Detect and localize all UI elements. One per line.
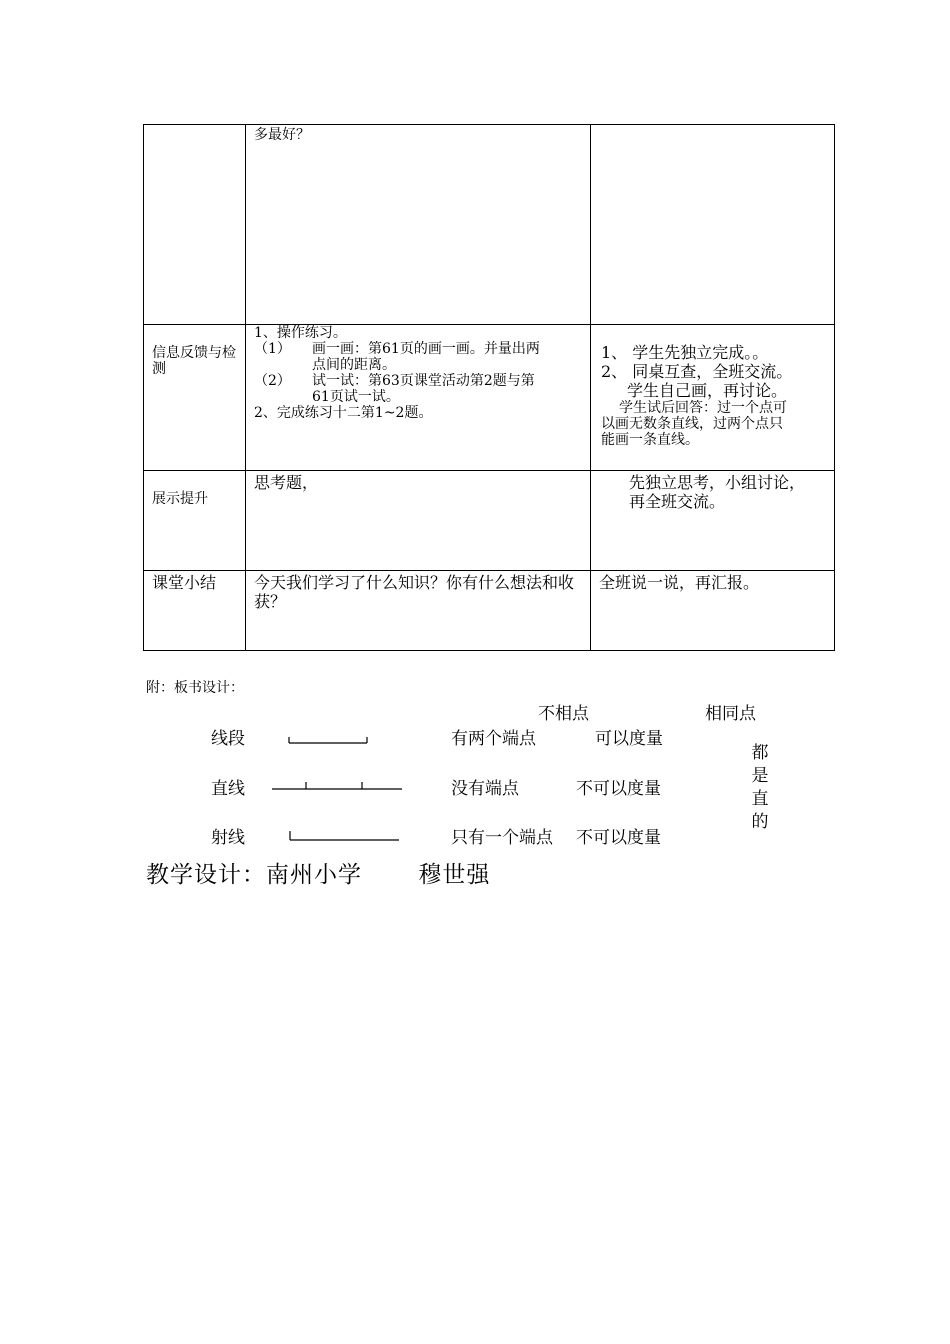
item1-text-cont: 点间的距离。 (312, 357, 396, 373)
item2-number: （2） (254, 373, 291, 389)
row3-content-cell (246, 471, 591, 571)
vertical-char: 都 (751, 743, 769, 763)
row2-content-cell (246, 325, 591, 471)
row3-right-line-1: 先独立思考，小组讨论， (629, 473, 806, 492)
line-measure: 不可以度量 (576, 779, 661, 799)
vertical-char: 是 (751, 766, 769, 786)
table-row (144, 471, 835, 571)
item1-number: （1） (254, 341, 291, 357)
row4-right: 全班说一说，再汇报。 (599, 573, 760, 592)
ray-measure: 不可以度量 (576, 828, 661, 848)
line-endpoints: 没有端点 (451, 779, 519, 799)
table-row (144, 325, 835, 471)
row4-label-cell (144, 571, 246, 651)
row2-label: 信息反馈与检测 (152, 345, 236, 377)
right-line-2: 2、 同桌互查，全班交流。 (601, 362, 793, 381)
row3-right-cell (591, 471, 835, 571)
row1-content: 多最好？ (254, 127, 310, 143)
item1-text: 画一画：第61页的画一画。并量出两 (312, 341, 540, 357)
row4-label: 课堂小结 (152, 573, 217, 592)
vertical-note (750, 742, 770, 834)
table-row (144, 571, 835, 651)
row3-label: 展示提升 (152, 491, 208, 507)
row4-right-cell (591, 571, 835, 651)
segment-endpoints: 有两个端点 (451, 729, 536, 749)
row3-right-line-2: 再全班交流。 (629, 492, 726, 511)
row1-label-cell (144, 125, 246, 325)
row2-right-cell (591, 325, 835, 471)
school-label: 教学设计：南州小学 (146, 862, 362, 888)
ray-name: 射线 (211, 828, 245, 848)
row4-content-cell (246, 571, 591, 651)
author-name: 穆世强 (418, 862, 491, 888)
right-line-3: 学生自己画，再讨论。 (627, 381, 788, 400)
vertical-char: 的 (751, 812, 769, 832)
straight-line-figure (270, 778, 406, 792)
ray-endpoints: 只有一个端点 (451, 828, 553, 848)
item2-text: 试一试：第63页课堂活动第2题与第 (312, 373, 535, 389)
row3-content: 思考题， (254, 473, 319, 492)
line-name: 直线 (211, 779, 245, 799)
row1-right-cell (591, 125, 835, 325)
table-row (144, 125, 835, 325)
header-differences: 不相点 (538, 704, 589, 724)
right-line-1: 1、 学生先独立完成。。 (601, 343, 769, 362)
line-segment-figure (287, 732, 371, 746)
row4-content: 今天我们学习了什么知识？你有什么想法和收获？ (254, 573, 575, 611)
ray-figure (287, 827, 403, 843)
exercise-item-1 (254, 341, 582, 357)
footer-credit (146, 856, 490, 889)
row3-label-cell (144, 471, 246, 571)
vertical-char: 直 (751, 789, 769, 809)
row1-content-cell (246, 125, 591, 325)
segment-measure: 可以度量 (595, 729, 663, 749)
board-title: 附：板书设计： (146, 680, 244, 696)
segment-name: 线段 (211, 729, 245, 749)
exercise-item-2 (254, 373, 582, 389)
right-line-6: 能画一条直线。 (601, 432, 699, 448)
exercise-heading: 1、操作练习。 (254, 325, 347, 341)
right-line-5: 以画无数条直线，过两个点只 (601, 416, 783, 432)
row2-label-cell (144, 325, 246, 471)
right-line-4: 学生试后回答：过一个点可 (619, 400, 787, 416)
lesson-table (143, 124, 835, 651)
header-similarities: 相同点 (705, 704, 756, 724)
exercise-item-3: 2、完成练习十二第1~2题。 (254, 405, 433, 421)
item2-text-cont: 61页试一试。 (312, 389, 400, 405)
